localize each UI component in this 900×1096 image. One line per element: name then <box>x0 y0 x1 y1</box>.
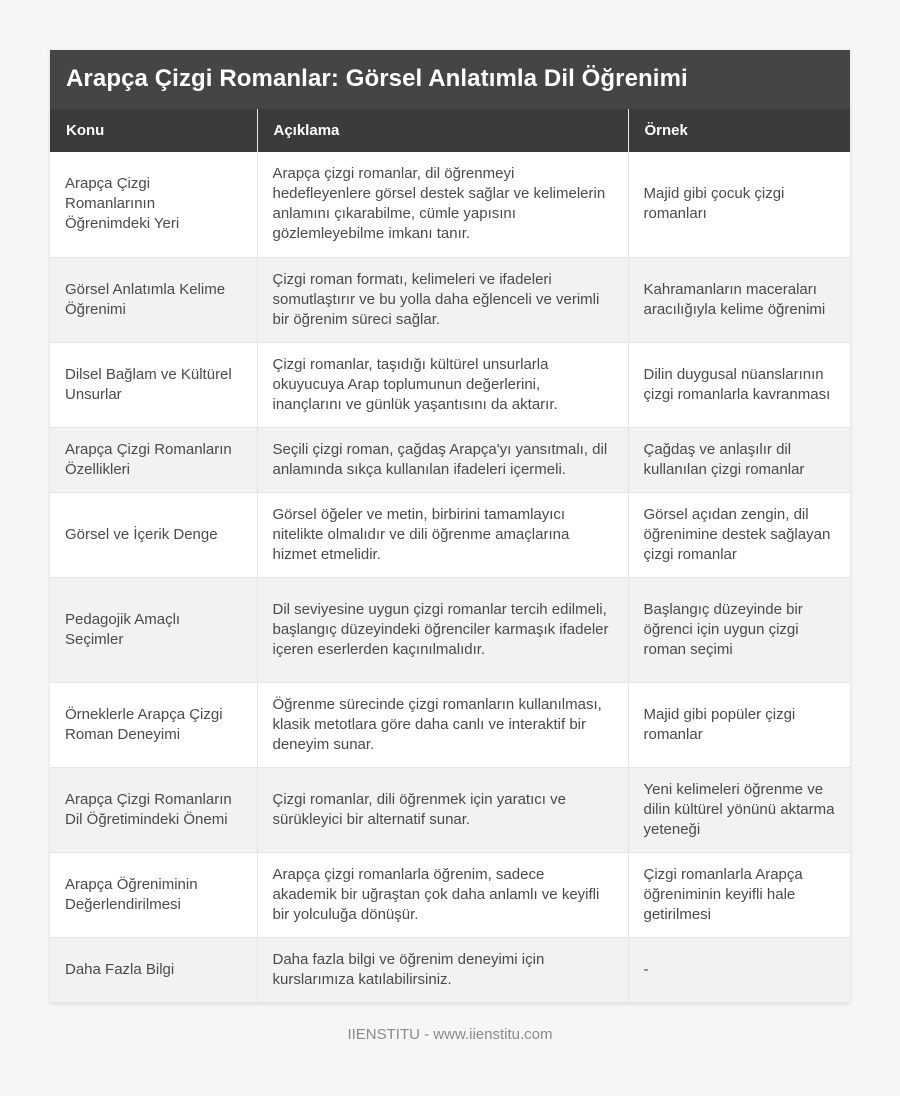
cell-ornek: Dilin duygusal nüanslarının çizgi romanlarla kavranması <box>628 342 850 427</box>
cell-aciklama: Öğrenme sürecinde çizgi romanların kullanılması, klasik metotlara göre daha canlı ve interaktif bir deneyim sunar. <box>257 682 628 767</box>
cell-ornek: Görsel açıdan zengin, dil öğrenimine destek sağlayan çizgi romanlar <box>628 492 850 577</box>
cell-konu: Pedagojik Amaçlı Seçimler <box>50 577 257 682</box>
footer-text: IIENSTITU - www.iienstitu.com <box>347 1026 553 1043</box>
cell-konu: Örneklerle Arapça Çizgi Roman Deneyimi <box>50 682 257 767</box>
cell-ornek: Başlangıç düzeyinde bir öğrenci için uygun çizgi roman seçimi <box>628 577 850 682</box>
table-row <box>50 682 850 767</box>
cell-aciklama: Çizgi romanlar, taşıdığı kültürel unsurlarla okuyucuya Arap toplumunun değerlerini, inançlarını ve günlük yaşantısını da aktarır. <box>257 342 628 427</box>
cell-konu: Daha Fazla Bilgi <box>50 937 257 1002</box>
cell-aciklama: Arapça çizgi romanlar, dil öğrenmeyi hedefleyenlere görsel destek sağlar ve kelimelerin anlamını çıkarabilme, cümle yapısını gözlemleyebilme imkanı tanır. <box>257 152 628 257</box>
cell-ornek: Majid gibi popüler çizgi romanlar <box>628 682 850 767</box>
cell-konu: Görsel ve İçerik Denge <box>50 492 257 577</box>
table-row <box>50 257 850 342</box>
cell-ornek: Çizgi romanlarla Arapça öğreniminin keyifli hale getirilmesi <box>628 852 850 937</box>
column-header-konu: Konu <box>50 109 257 152</box>
content-card <box>50 50 850 1003</box>
table-row <box>50 577 850 682</box>
column-header-aciklama: Açıklama <box>257 109 628 152</box>
cell-aciklama: Arapça çizgi romanlarla öğrenim, sadece akademik bir uğraştan çok daha anlamlı ve keyifli bir yolculuğa dönüşür. <box>257 852 628 937</box>
column-header-ornek: Örnek <box>644 122 688 139</box>
table-row <box>50 342 850 427</box>
cell-konu: Arapça Çizgi Romanlarının Öğrenimdeki Yeri <box>50 152 257 257</box>
table-row <box>50 767 850 852</box>
cell-konu: Arapça Çizgi Romanların Özellikleri <box>50 427 257 492</box>
cell-ornek: Yeni kelimeleri öğrenme ve dilin kültürel yönünü aktarma yeteneği <box>628 767 850 852</box>
cell-aciklama: Dil seviyesine uygun çizgi romanlar tercih edilmeli, başlangıç düzeyindeki öğrenciler karmaşık ifadeler içeren eserlerden kaçınılmalıdır. <box>257 577 628 682</box>
cell-ornek: - <box>628 937 850 1002</box>
cell-konu: Dilsel Bağlam ve Kültürel Unsurlar <box>50 342 257 427</box>
cell-ornek: Majid gibi çocuk çizgi romanları <box>628 152 850 257</box>
cell-konu: Arapça Öğreniminin Değerlendirilmesi <box>50 852 257 937</box>
cell-ornek: Çağdaş ve anlaşılır dil kullanılan çizgi romanlar <box>628 427 850 492</box>
cell-aciklama: Görsel öğeler ve metin, birbirini tamamlayıcı nitelikte olmalıdır ve dili öğrenme amaçlarına hizmet etmelidir. <box>257 492 628 577</box>
cell-aciklama: Çizgi romanlar, dili öğrenmek için yaratıcı ve sürükleyici bir alternatif sunar. <box>257 767 628 852</box>
table-row <box>50 492 850 577</box>
cell-konu: Görsel Anlatımla Kelime Öğrenimi <box>50 257 257 342</box>
table-row <box>50 152 850 257</box>
info-table <box>50 109 850 1003</box>
cell-aciklama: Seçili çizgi roman, çağdaş Arapça'yı yansıtmalı, dil anlamında sıkça kullanılan ifadeleri içermeli. <box>257 427 628 492</box>
table-row <box>50 852 850 937</box>
table-row <box>50 937 850 1002</box>
cell-aciklama: Daha fazla bilgi ve öğrenim deneyimi için kurslarımıza katılabilirsiniz. <box>257 937 628 1002</box>
cell-ornek: Kahramanların maceraları aracılığıyla kelime öğrenimi <box>628 257 850 342</box>
page-title: Arapça Çizgi Romanlar: Görsel Anlatımla Dil Öğrenimi <box>50 50 850 109</box>
cell-aciklama: Çizgi roman formatı, kelimeleri ve ifadeleri somutlaştırır ve bu yolla daha eğlenceli ve verimli bir öğrenim süreci sağlar. <box>257 257 628 342</box>
table-row <box>50 427 850 492</box>
cell-konu: Arapça Çizgi Romanların Dil Öğretimindeki Önemi <box>50 767 257 852</box>
table-header-row <box>50 109 850 152</box>
